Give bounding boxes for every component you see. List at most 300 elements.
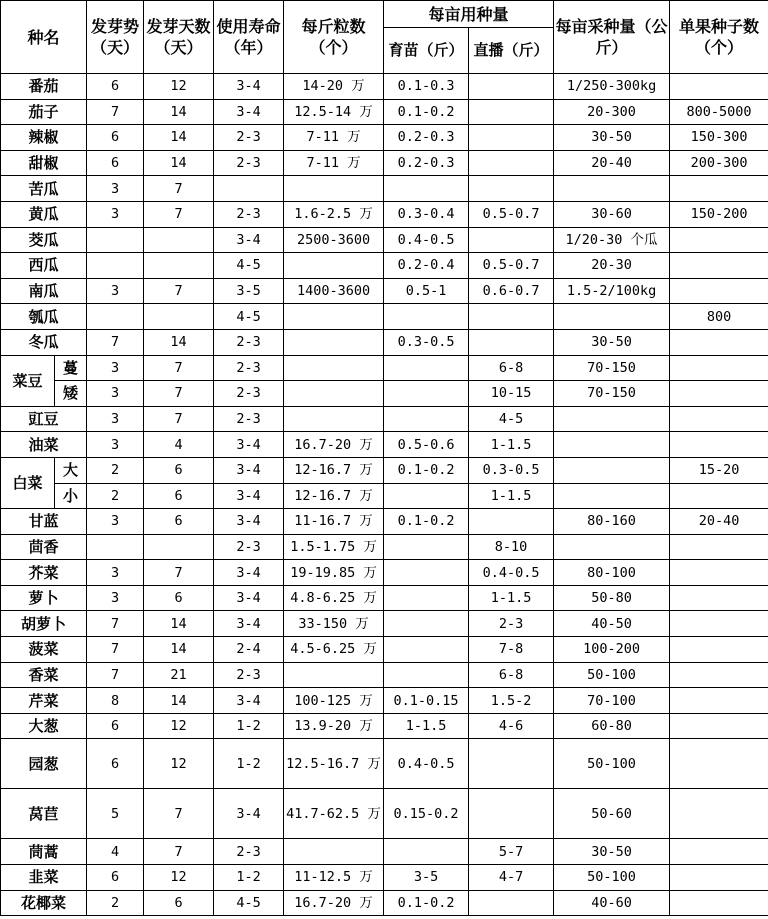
cell-fruit xyxy=(670,74,768,100)
crop-name: 花椰菜 xyxy=(1,890,87,916)
table-row xyxy=(1,406,768,432)
cell-per-jin xyxy=(284,329,384,355)
cell-harvest xyxy=(554,304,670,330)
cell-seedling: 0.1-0.15 xyxy=(384,688,469,714)
cell-seedling: 0.1-0.2 xyxy=(384,890,469,916)
cell-harvest: 50-100 xyxy=(554,865,670,891)
cell-fruit: 800 xyxy=(670,304,768,330)
cell-fruit xyxy=(670,253,768,279)
cell-per-jin: 11-12.5 万 xyxy=(284,865,384,891)
cell-direct: 8-10 xyxy=(469,534,554,560)
cell-per-jin: 19-19.85 万 xyxy=(284,560,384,586)
cell-seedling xyxy=(384,662,469,688)
crop-name: 菠菜 xyxy=(1,637,87,663)
crop-subtype: 小 xyxy=(55,483,87,509)
cell-fruit: 800-5000 xyxy=(670,99,768,125)
cell-life: 4-5 xyxy=(214,253,284,279)
cell-direct xyxy=(469,150,554,176)
cell-fruit xyxy=(670,381,768,407)
cell-vigor: 7 xyxy=(87,329,144,355)
cell-seedling: 0.5-0.6 xyxy=(384,432,469,458)
table-row xyxy=(1,74,768,100)
cell-vigor: 3 xyxy=(87,560,144,586)
cell-life: 3-4 xyxy=(214,432,284,458)
cell-direct: 0.5-0.7 xyxy=(469,253,554,279)
cell-vigor: 6 xyxy=(87,865,144,891)
cell-days: 12 xyxy=(144,739,214,789)
cell-seedling xyxy=(384,637,469,663)
cell-direct: 2-3 xyxy=(469,611,554,637)
cell-vigor: 7 xyxy=(87,99,144,125)
cell-days xyxy=(144,534,214,560)
cell-direct xyxy=(469,125,554,151)
cell-life: 3-4 xyxy=(214,560,284,586)
table-row xyxy=(1,201,768,227)
cell-vigor: 3 xyxy=(87,406,144,432)
cell-vigor: 3 xyxy=(87,278,144,304)
table-row xyxy=(1,688,768,714)
cell-per-jin xyxy=(284,839,384,865)
cell-per-jin xyxy=(284,381,384,407)
cell-harvest xyxy=(554,176,670,202)
cell-harvest: 50-60 xyxy=(554,789,670,839)
cell-life: 1-2 xyxy=(214,865,284,891)
crop-group-name: 菜豆 xyxy=(1,355,55,406)
cell-seedling xyxy=(384,560,469,586)
cell-fruit xyxy=(670,890,768,916)
cell-per-jin xyxy=(284,406,384,432)
cell-harvest xyxy=(554,457,670,483)
cell-days: 7 xyxy=(144,381,214,407)
cell-fruit xyxy=(670,176,768,202)
crop-name: 瓠瓜 xyxy=(1,304,87,330)
cell-fruit: 150-200 xyxy=(670,201,768,227)
table-row xyxy=(1,509,768,535)
cell-vigor: 2 xyxy=(87,457,144,483)
table-row xyxy=(1,278,768,304)
table-row xyxy=(1,739,768,789)
cell-direct: 0.4-0.5 xyxy=(469,560,554,586)
cell-seedling: 0.5-1 xyxy=(384,278,469,304)
crop-name: 茴香 xyxy=(1,534,87,560)
table-row xyxy=(1,611,768,637)
cell-per-jin: 12.5-14 万 xyxy=(284,99,384,125)
crop-name: 茄子 xyxy=(1,99,87,125)
cell-harvest: 70-100 xyxy=(554,688,670,714)
cell-direct: 1.5-2 xyxy=(469,688,554,714)
cell-vigor: 3 xyxy=(87,176,144,202)
crop-name: 番茄 xyxy=(1,74,87,100)
cell-seedling xyxy=(384,381,469,407)
cell-per-jin: 4.8-6.25 万 xyxy=(284,585,384,611)
cell-fruit xyxy=(670,534,768,560)
cell-per-jin: 12-16.7 万 xyxy=(284,457,384,483)
cell-life: 4-5 xyxy=(214,304,284,330)
crop-name: 芥菜 xyxy=(1,560,87,586)
cell-days: 21 xyxy=(144,662,214,688)
cell-direct: 0.6-0.7 xyxy=(469,278,554,304)
cell-days: 7 xyxy=(144,406,214,432)
crop-group-name: 白菜 xyxy=(1,457,55,508)
cell-per-jin: 14-20 万 xyxy=(284,74,384,100)
table-row xyxy=(1,585,768,611)
cell-days: 6 xyxy=(144,483,214,509)
cell-days: 14 xyxy=(144,150,214,176)
cell-harvest xyxy=(554,406,670,432)
cell-fruit xyxy=(670,406,768,432)
cell-days xyxy=(144,253,214,279)
crop-name: 豇豆 xyxy=(1,406,87,432)
crop-name: 胡萝卜 xyxy=(1,611,87,637)
cell-direct: 1-1.5 xyxy=(469,585,554,611)
cell-days: 12 xyxy=(144,865,214,891)
cell-fruit xyxy=(670,865,768,891)
cell-life: 2-3 xyxy=(214,381,284,407)
cell-fruit: 15-20 xyxy=(670,457,768,483)
cell-per-jin: 13.9-20 万 xyxy=(284,713,384,739)
cell-fruit xyxy=(670,483,768,509)
cell-fruit xyxy=(670,713,768,739)
cell-days: 14 xyxy=(144,329,214,355)
cell-vigor: 7 xyxy=(87,637,144,663)
cell-life: 1-2 xyxy=(214,713,284,739)
table-row xyxy=(1,789,768,839)
cell-per-jin: 33-150 万 xyxy=(284,611,384,637)
cell-per-jin xyxy=(284,304,384,330)
cell-seedling xyxy=(384,355,469,381)
cell-harvest xyxy=(554,534,670,560)
cell-harvest xyxy=(554,483,670,509)
header-germ-vigor: 发芽势（天） xyxy=(87,1,144,74)
cell-vigor: 6 xyxy=(87,74,144,100)
cell-per-jin: 12-16.7 万 xyxy=(284,483,384,509)
cell-seedling: 3-5 xyxy=(384,865,469,891)
cell-days: 14 xyxy=(144,125,214,151)
crop-name: 茼蒿 xyxy=(1,839,87,865)
cell-days: 14 xyxy=(144,611,214,637)
header-per-fruit: 单果种子数（个） xyxy=(670,1,768,74)
cell-harvest: 40-50 xyxy=(554,611,670,637)
cell-harvest: 60-80 xyxy=(554,713,670,739)
cell-life: 3-4 xyxy=(214,74,284,100)
table-row xyxy=(1,662,768,688)
cell-life: 2-3 xyxy=(214,125,284,151)
cell-vigor: 6 xyxy=(87,150,144,176)
header-seed-use: 每亩用种量 xyxy=(384,1,554,28)
cell-life: 2-3 xyxy=(214,662,284,688)
cell-direct: 1-1.5 xyxy=(469,432,554,458)
cell-fruit xyxy=(670,789,768,839)
cell-life: 2-3 xyxy=(214,534,284,560)
cell-seedling: 0.2-0.4 xyxy=(384,253,469,279)
cell-days: 7 xyxy=(144,176,214,202)
cell-direct xyxy=(469,74,554,100)
cell-harvest: 80-160 xyxy=(554,509,670,535)
cell-days xyxy=(144,227,214,253)
cell-seedling xyxy=(384,304,469,330)
table-row xyxy=(1,560,768,586)
table-row xyxy=(1,483,768,509)
crop-name: 甘蓝 xyxy=(1,509,87,535)
cell-per-jin: 7-11 万 xyxy=(284,125,384,151)
cell-fruit: 150-300 xyxy=(670,125,768,151)
cell-seedling xyxy=(384,611,469,637)
cell-direct: 0.5-0.7 xyxy=(469,201,554,227)
cell-seedling xyxy=(384,534,469,560)
cell-direct xyxy=(469,99,554,125)
cell-life: 2-4 xyxy=(214,637,284,663)
cell-days: 6 xyxy=(144,890,214,916)
cell-vigor: 2 xyxy=(87,483,144,509)
cell-vigor: 3 xyxy=(87,432,144,458)
cell-days: 12 xyxy=(144,713,214,739)
crop-name: 大葱 xyxy=(1,713,87,739)
cell-vigor: 3 xyxy=(87,509,144,535)
table-body xyxy=(1,74,768,916)
cell-vigor: 3 xyxy=(87,381,144,407)
cell-seedling: 0.3-0.4 xyxy=(384,201,469,227)
crop-name: 油菜 xyxy=(1,432,87,458)
table-row xyxy=(1,355,768,381)
cell-life: 3-4 xyxy=(214,457,284,483)
cell-fruit: 20-40 xyxy=(670,509,768,535)
cell-fruit xyxy=(670,839,768,865)
cell-harvest: 1/250-300kg xyxy=(554,74,670,100)
cell-fruit xyxy=(670,432,768,458)
crop-name: 甜椒 xyxy=(1,150,87,176)
cell-direct: 5-7 xyxy=(469,839,554,865)
cell-direct: 6-8 xyxy=(469,662,554,688)
table-row xyxy=(1,125,768,151)
header-per-jin: 每斤粒数（个） xyxy=(284,1,384,74)
crop-name: 南瓜 xyxy=(1,278,87,304)
crop-subtype: 蔓 xyxy=(55,355,87,381)
cell-vigor: 7 xyxy=(87,611,144,637)
header-name: 种名 xyxy=(1,1,87,74)
cell-fruit xyxy=(670,688,768,714)
cell-life: 3-4 xyxy=(214,227,284,253)
cell-life: 3-5 xyxy=(214,278,284,304)
crop-name: 园葱 xyxy=(1,739,87,789)
crop-subtype: 大 xyxy=(55,457,87,483)
cell-days: 4 xyxy=(144,432,214,458)
table-row xyxy=(1,534,768,560)
cell-days: 6 xyxy=(144,585,214,611)
cell-fruit xyxy=(670,611,768,637)
crop-name: 辣椒 xyxy=(1,125,87,151)
crop-name: 莴苣 xyxy=(1,789,87,839)
cell-harvest: 1.5-2/100kg xyxy=(554,278,670,304)
cell-harvest: 30-50 xyxy=(554,329,670,355)
table-row xyxy=(1,457,768,483)
cell-per-jin: 1.6-2.5 万 xyxy=(284,201,384,227)
cell-life: 2-3 xyxy=(214,329,284,355)
cell-days: 12 xyxy=(144,74,214,100)
cell-direct xyxy=(469,890,554,916)
cell-direct xyxy=(469,509,554,535)
crop-name: 茭瓜 xyxy=(1,227,87,253)
cell-life: 3-4 xyxy=(214,99,284,125)
cell-direct: 4-5 xyxy=(469,406,554,432)
cell-days: 7 xyxy=(144,355,214,381)
cell-direct: 7-8 xyxy=(469,637,554,663)
cell-life: 2-3 xyxy=(214,150,284,176)
cell-vigor: 3 xyxy=(87,201,144,227)
cell-seedling xyxy=(384,585,469,611)
crop-name: 香菜 xyxy=(1,662,87,688)
cell-harvest: 50-80 xyxy=(554,585,670,611)
crop-name: 苦瓜 xyxy=(1,176,87,202)
cell-fruit xyxy=(670,278,768,304)
cell-life: 4-5 xyxy=(214,890,284,916)
crop-name: 韭菜 xyxy=(1,865,87,891)
cell-vigor: 3 xyxy=(87,355,144,381)
cell-harvest: 30-50 xyxy=(554,839,670,865)
cell-vigor: 8 xyxy=(87,688,144,714)
cell-life: 3-4 xyxy=(214,611,284,637)
cell-vigor: 6 xyxy=(87,125,144,151)
cell-seedling: 0.2-0.3 xyxy=(384,150,469,176)
cell-days: 7 xyxy=(144,201,214,227)
cell-days: 7 xyxy=(144,560,214,586)
cell-per-jin: 100-125 万 xyxy=(284,688,384,714)
cell-life: 3-4 xyxy=(214,509,284,535)
header-seedling: 育苗（斤） xyxy=(384,28,469,74)
cell-per-jin: 11-16.7 万 xyxy=(284,509,384,535)
table-row xyxy=(1,713,768,739)
header-germ-days: 发芽天数（天） xyxy=(144,1,214,74)
cell-vigor: 6 xyxy=(87,713,144,739)
cell-seedling: 0.1-0.2 xyxy=(384,99,469,125)
table-row xyxy=(1,432,768,458)
table-row xyxy=(1,150,768,176)
cell-vigor: 3 xyxy=(87,585,144,611)
cell-seedling xyxy=(384,839,469,865)
cell-fruit: 200-300 xyxy=(670,150,768,176)
cell-life xyxy=(214,176,284,202)
cell-direct xyxy=(469,227,554,253)
cell-life: 2-3 xyxy=(214,355,284,381)
table-row xyxy=(1,253,768,279)
cell-direct xyxy=(469,176,554,202)
cell-fruit xyxy=(670,227,768,253)
cell-per-jin: 12.5-16.7 万 xyxy=(284,739,384,789)
cell-fruit xyxy=(670,560,768,586)
table-row xyxy=(1,839,768,865)
cell-direct xyxy=(469,329,554,355)
cell-per-jin: 4.5-6.25 万 xyxy=(284,637,384,663)
table-row xyxy=(1,637,768,663)
table-row xyxy=(1,227,768,253)
cell-per-jin: 16.7-20 万 xyxy=(284,432,384,458)
cell-vigor xyxy=(87,227,144,253)
cell-vigor: 2 xyxy=(87,890,144,916)
table-header xyxy=(1,1,768,74)
cell-per-jin xyxy=(284,253,384,279)
cell-harvest: 30-50 xyxy=(554,125,670,151)
cell-harvest: 20-40 xyxy=(554,150,670,176)
cell-harvest: 50-100 xyxy=(554,739,670,789)
header-harvest: 每亩采种量（公斤） xyxy=(554,1,670,74)
cell-seedling: 1-1.5 xyxy=(384,713,469,739)
cell-seedling: 0.4-0.5 xyxy=(384,739,469,789)
cell-per-jin xyxy=(284,355,384,381)
cell-days: 7 xyxy=(144,789,214,839)
cell-direct: 4-7 xyxy=(469,865,554,891)
cell-life: 3-4 xyxy=(214,688,284,714)
cell-fruit xyxy=(670,637,768,663)
cell-fruit xyxy=(670,355,768,381)
cell-vigor: 6 xyxy=(87,739,144,789)
crop-name: 黄瓜 xyxy=(1,201,87,227)
cell-harvest: 30-60 xyxy=(554,201,670,227)
cell-per-jin: 41.7-62.5 万 xyxy=(284,789,384,839)
cell-per-jin: 1.5-1.75 万 xyxy=(284,534,384,560)
cell-vigor: 4 xyxy=(87,839,144,865)
cell-harvest: 100-200 xyxy=(554,637,670,663)
cell-direct: 0.3-0.5 xyxy=(469,457,554,483)
cell-per-jin: 1400-3600 xyxy=(284,278,384,304)
cell-days: 14 xyxy=(144,637,214,663)
table-row xyxy=(1,176,768,202)
cell-seedling: 0.15-0.2 xyxy=(384,789,469,839)
header-direct: 直播（斤） xyxy=(469,28,554,74)
cell-fruit xyxy=(670,739,768,789)
cell-life: 3-4 xyxy=(214,789,284,839)
table-row xyxy=(1,99,768,125)
cell-days: 6 xyxy=(144,509,214,535)
cell-life: 2-3 xyxy=(214,201,284,227)
cell-seedling xyxy=(384,176,469,202)
cell-per-jin xyxy=(284,662,384,688)
cell-seedling: 0.4-0.5 xyxy=(384,227,469,253)
table-row xyxy=(1,890,768,916)
cell-vigor: 5 xyxy=(87,789,144,839)
crop-name: 芹菜 xyxy=(1,688,87,714)
cell-vigor xyxy=(87,253,144,279)
cell-fruit xyxy=(670,329,768,355)
cell-seedling: 0.1-0.2 xyxy=(384,509,469,535)
cell-harvest: 70-150 xyxy=(554,381,670,407)
cell-seedling: 0.1-0.3 xyxy=(384,74,469,100)
cell-vigor: 7 xyxy=(87,662,144,688)
cell-harvest: 20-30 xyxy=(554,253,670,279)
cell-fruit xyxy=(670,662,768,688)
table-row xyxy=(1,329,768,355)
cell-life: 3-4 xyxy=(214,483,284,509)
cell-harvest: 40-60 xyxy=(554,890,670,916)
cell-harvest: 80-100 xyxy=(554,560,670,586)
cell-life: 3-4 xyxy=(214,585,284,611)
table-row xyxy=(1,304,768,330)
cell-direct: 1-1.5 xyxy=(469,483,554,509)
cell-direct xyxy=(469,789,554,839)
cell-direct: 4-6 xyxy=(469,713,554,739)
crop-name: 西瓜 xyxy=(1,253,87,279)
cell-seedling: 0.2-0.3 xyxy=(384,125,469,151)
cell-per-jin: 16.7-20 万 xyxy=(284,890,384,916)
header-life: 使用寿命（年） xyxy=(214,1,284,74)
cell-life: 2-3 xyxy=(214,839,284,865)
cell-days: 14 xyxy=(144,688,214,714)
cell-direct xyxy=(469,304,554,330)
cell-days xyxy=(144,304,214,330)
table-row xyxy=(1,865,768,891)
cell-direct xyxy=(469,739,554,789)
cell-life: 2-3 xyxy=(214,406,284,432)
cell-per-jin: 7-11 万 xyxy=(284,150,384,176)
cell-harvest: 20-300 xyxy=(554,99,670,125)
